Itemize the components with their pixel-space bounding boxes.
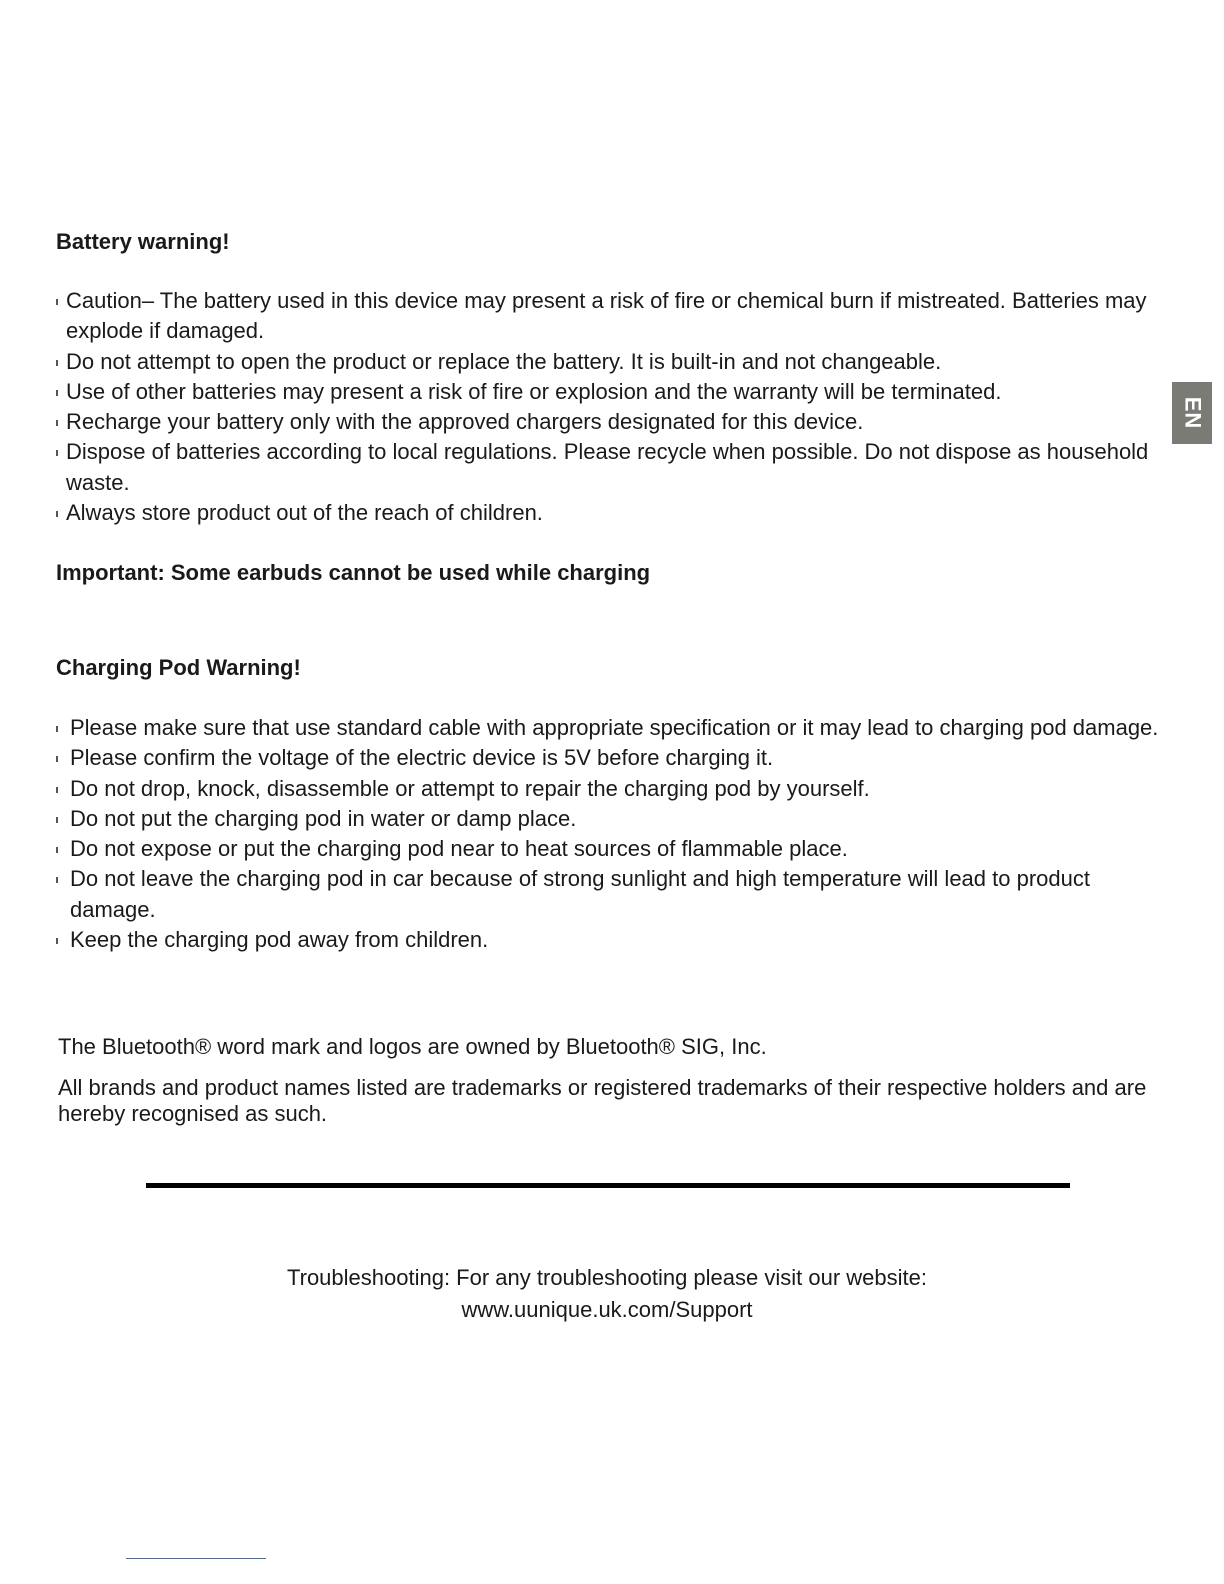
language-tab <box>1172 382 1212 444</box>
support-url: www.uunique.uk.com/Support <box>461 1297 753 1322</box>
charging-pod-warning-list <box>56 713 1176 955</box>
list-item <box>56 925 1176 955</box>
list-item-text: Caution– The battery used in this device may present a risk of fire or chemical burn if mistreated. Batteries may explode if damaged. <box>66 288 1147 344</box>
battery-warning-heading: Battery warning! <box>56 229 230 254</box>
list-item <box>56 713 1176 743</box>
list-item <box>56 407 1176 437</box>
bullet-icon <box>56 847 58 853</box>
list-item-text: Do not attempt to open the product or replace the battery. It is built-in and not changeable. <box>66 348 942 374</box>
list-item <box>56 804 1176 834</box>
list-item-text: Do not put the charging pod in water or damp place. <box>70 805 577 831</box>
troubleshooting-text: Troubleshooting: For any troubleshooting please visit our website: <box>287 1265 927 1290</box>
list-item <box>56 347 1176 377</box>
bullet-icon <box>56 938 58 944</box>
list-item-text: Recharge your battery only with the approved chargers designated for this device. <box>66 409 864 435</box>
list-item <box>56 498 1176 528</box>
list-item-text: Dispose of batteries according to local regulations. Please recycle when possible. Do not dispose as household waste. <box>66 439 1149 495</box>
list-item <box>56 743 1176 773</box>
section-divider <box>146 1183 1070 1188</box>
bullet-icon <box>56 756 58 762</box>
battery-warning-list <box>56 286 1176 528</box>
bullet-icon <box>56 511 58 517</box>
list-item-text: Do not drop, knock, disassemble or attempt to repair the charging pod by yourself. <box>70 775 870 801</box>
bullet-icon <box>56 787 58 793</box>
language-tab-label: EN <box>1180 396 1205 430</box>
bullet-icon <box>56 877 58 883</box>
list-item-text: Do not leave the charging pod in car because of strong sunlight and high temperature will lead to product damage. <box>70 866 1090 922</box>
list-item-text: Do not expose or put the charging pod near to heat sources of flammable place. <box>70 836 848 862</box>
bullet-icon <box>56 420 58 426</box>
footnote-divider <box>126 1558 266 1559</box>
list-item <box>56 774 1176 804</box>
bullet-icon <box>56 817 58 823</box>
list-item-text: Use of other batteries may present a risk of fire or explosion and the warranty will be terminated. <box>66 378 1002 404</box>
bluetooth-trademark-text: The Bluetooth® word mark and logos are owned by Bluetooth® SIG, Inc. <box>58 1034 767 1059</box>
list-item-text: Keep the charging pod away from children. <box>70 927 489 953</box>
list-item <box>56 834 1176 864</box>
list-item <box>56 377 1176 407</box>
list-item <box>56 437 1176 498</box>
bullet-icon <box>56 360 58 366</box>
list-item-text: Please make sure that use standard cable with appropriate specification or it may lead to charging pod damage. <box>70 715 1159 740</box>
bullet-icon <box>56 450 58 456</box>
list-item <box>56 864 1176 925</box>
bullet-icon <box>56 299 58 305</box>
list-item-text: Please confirm the voltage of the electric device is 5V before charging it. <box>70 745 774 771</box>
brands-trademark-text: All brands and product names listed are trademarks or registered trademarks of their respective holders and are hereby recognised as such. <box>58 1075 1147 1126</box>
charging-pod-warning-heading: Charging Pod Warning! <box>56 655 301 680</box>
list-item <box>56 286 1176 347</box>
bullet-icon <box>56 390 58 396</box>
list-item-text: Always store product out of the reach of children. <box>66 500 543 526</box>
bullet-icon <box>56 726 58 732</box>
important-note: Important: Some earbuds cannot be used while charging <box>56 560 651 585</box>
